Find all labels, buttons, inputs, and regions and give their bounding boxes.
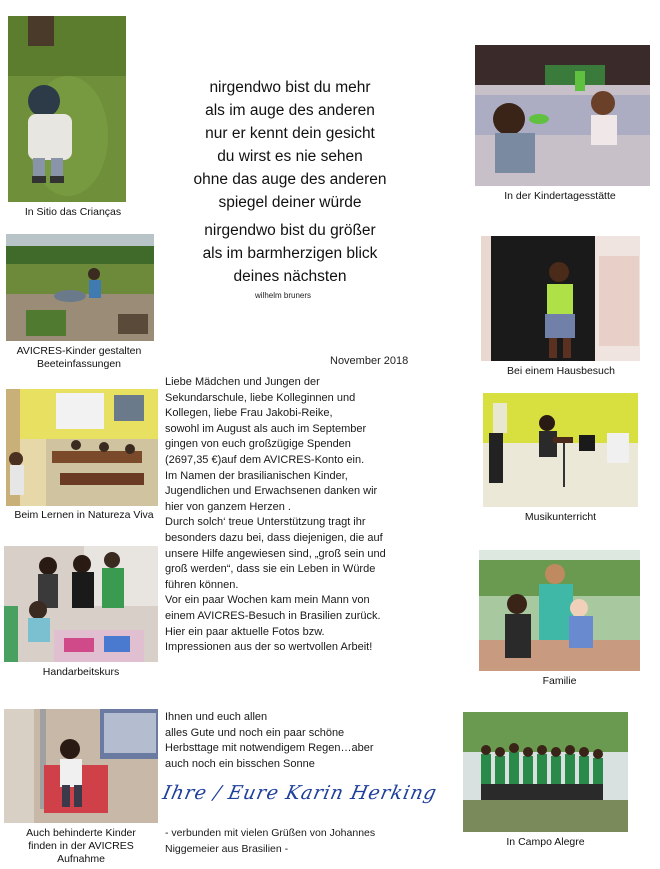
photo-house-visit	[481, 236, 640, 361]
letter-body: Liebe Mädchen und Jungen der Sekundarschule, liebe Kolleginnen und Kollegen, liebe Frau Jakobi-Reike, sowohl im August als auch im September gingen von euch großzügige Spenden (2697,35 €)auf dem AVICRES-Konto ein. Im Namen der brasilianischen Kinder, Jugendlichen und Erwachsenen danken wir hier von ganzem Herzen . Durch solch‘ treue Unterstützung tragt ihr besonders dazu bei, dass diejenigen, die auf unsere Hilfe angewiesen sind, „groß sein und groß werden“, dass sie ein Leben in Würde führen können. Vor ein paar Wochen kam mein Mann von einem AVICRES-Besuch in Brasilien zurück. Hier ein paar aktuelle Fotos bzw. Impressionen aus der so wertvollen Arbeit!	[165, 376, 386, 654]
poem-stanza-2: nirgendwo bist du größer als im barmherzigen blick deines nächsten	[202, 222, 378, 285]
caption-classroom: Beim Lernen in Natureza Viva	[14, 509, 154, 521]
caption-wheelchair: Auch behinderte Kinder finden in der AVICRES Aufnahme	[26, 827, 136, 865]
letter-date: November 2018	[330, 355, 409, 367]
caption-music: Musikunterricht	[524, 511, 597, 523]
photo-sitio-child	[8, 16, 126, 202]
photo-music-lesson	[483, 393, 638, 507]
photo-daycare	[475, 45, 650, 186]
photo-handicraft	[4, 546, 158, 662]
caption-daycare: In der Kindertagesstätte	[504, 190, 616, 202]
poem-author: wilhelm bruners	[255, 291, 312, 300]
letter-closing-wishes: Ihnen und euch allen alles Gute und noch ein paar schöne Herbsttage mit notwendigem Regen…aber auch noch ein bisschen Sonne	[165, 711, 374, 770]
photo-campo-alegre	[463, 712, 628, 832]
photo-classroom	[6, 389, 158, 506]
caption-handicraft: Handarbeitskurs	[42, 666, 120, 678]
photo-wheelchair-child	[4, 709, 158, 823]
caption-house-visit: Bei einem Hausbesuch	[507, 365, 615, 377]
photo-garden-beds	[6, 234, 154, 341]
caption-campo-alegre: In Campo Alegre	[506, 836, 585, 848]
caption-garden: AVICRES-Kinder gestalten Beeteinfassungen	[16, 345, 142, 370]
signature: Ihre / Eure Karin Herking	[160, 782, 440, 804]
caption-family: Familie	[542, 675, 577, 687]
caption-sitio: In Sitio das Crianças	[24, 206, 122, 218]
photo-family	[479, 550, 640, 671]
poem-stanza-1: nirgendwo bist du mehr als im auge des anderen nur er kennt dein gesicht du wirst es nie sehen ohne das auge des anderen spiegel deiner würde	[193, 79, 387, 211]
letter-greeting-footer: - verbunden mit vielen Grüßen von Johannes Niggemeier aus Brasilien -	[165, 827, 376, 855]
